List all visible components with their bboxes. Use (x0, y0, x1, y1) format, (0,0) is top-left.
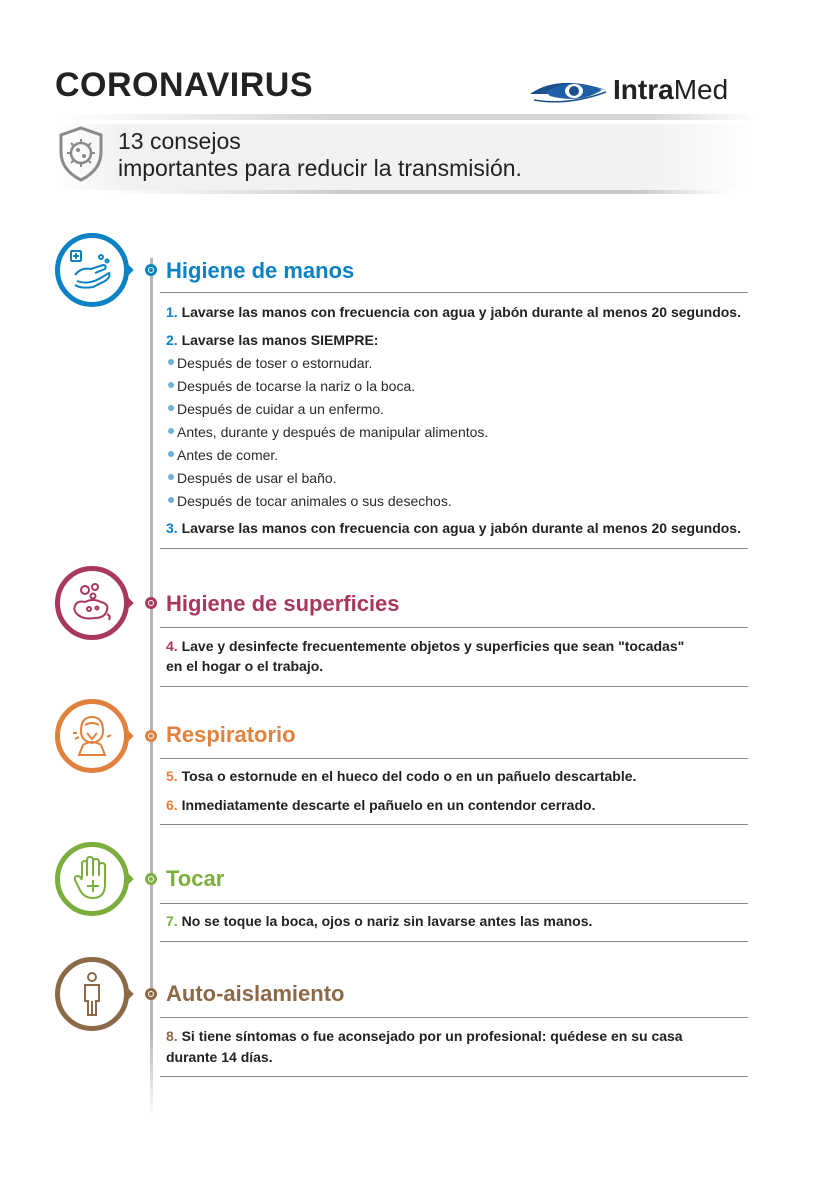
tip-number: 4. (166, 638, 178, 654)
section-divider (160, 292, 748, 293)
tip-item-continued (166, 658, 323, 674)
tip-item (166, 1028, 683, 1044)
section-title-higiene-manos: Higiene de manos (166, 258, 355, 283)
bullet-item (168, 378, 415, 394)
section-title-higiene-superficies: Higiene de superficies (166, 591, 400, 616)
timeline-dot (145, 730, 157, 742)
tip-text: Lavarse las manos con frecuencia con agua y jabón durante al menos 20 segundos. (181, 304, 741, 320)
virus-shield-icon (57, 126, 105, 182)
tip-text: durante 14 días. (166, 1049, 273, 1065)
section-divider (160, 686, 748, 687)
tip-item (166, 768, 636, 784)
bullet-item (168, 401, 384, 417)
tip-number: 6. (166, 797, 178, 813)
sneeze-icon (55, 699, 129, 773)
tip-text: Inmediatamente descarte el pañuelo en un contendor cerrado. (181, 797, 596, 813)
subtitle-divider (110, 190, 730, 194)
tip-item (166, 520, 741, 536)
bullet-text: Antes de comer. (177, 447, 279, 463)
subtitle-line-1: 13 consejos (118, 128, 241, 154)
bullet-item (168, 424, 488, 440)
tip-number: 2. (166, 332, 178, 348)
timeline-dot (145, 264, 157, 276)
section-title-respiratorio: Respiratorio (166, 722, 296, 747)
section-divider (160, 903, 748, 904)
section-divider (160, 824, 748, 825)
bullet-text: Después de cuidar a un enfermo. (177, 401, 385, 417)
bullet-item (168, 493, 452, 509)
timeline-dot (145, 988, 157, 1000)
hands-washing-icon (55, 233, 129, 307)
bullet-item (168, 447, 278, 463)
section-title-auto-aislamiento: Auto-aislamiento (166, 981, 345, 1006)
intramed-logo (528, 74, 750, 108)
page-title: CORONAVIRUS (55, 66, 313, 104)
section-divider (160, 627, 748, 628)
tip-text: No se toque la boca, ojos o nariz sin lavarse antes las manos. (181, 913, 593, 929)
tip-item (166, 304, 741, 320)
tip-number: 7. (166, 913, 178, 929)
tip-item (166, 797, 595, 813)
tip-item (166, 913, 592, 929)
logo-text-bold: Intra (613, 74, 674, 105)
tip-number: 1. (166, 304, 178, 320)
logo-text-light: Med (673, 74, 729, 105)
sponge-icon (55, 566, 129, 640)
tip-text: Lavarse las manos SIEMPRE: (181, 332, 379, 348)
header-divider (55, 114, 755, 120)
section-title-tocar: Tocar (166, 866, 225, 891)
subtitle-line-2: importantes para reducir la transmisión. (118, 155, 522, 181)
section-divider (160, 1076, 748, 1077)
section-divider (160, 758, 748, 759)
eye-icon (528, 76, 608, 106)
section-divider (160, 1017, 748, 1018)
timeline-dot (145, 597, 157, 609)
tip-item-continued (166, 1049, 273, 1065)
section-divider (160, 941, 748, 942)
bullet-text: Después de tocar animales o sus desechos. (177, 493, 452, 509)
bullet-text: Después de tocarse la nariz o la boca. (177, 378, 416, 394)
bullet-item (168, 470, 337, 486)
person-icon (55, 957, 129, 1031)
tip-text: Tosa o estornude en el hueco del codo o en un pañuelo descartable. (181, 768, 637, 784)
tip-text: en el hogar o el trabajo. (166, 658, 324, 674)
tip-text: Lave y desinfecte frecuentemente objetos y superficies que sean "tocadas" (181, 638, 685, 654)
hand-icon (55, 842, 129, 916)
section-divider (160, 548, 748, 549)
bullet-text: Antes, durante y después de manipular alimentos. (177, 424, 489, 440)
bullet-text: Después de usar el baño. (177, 470, 337, 486)
tip-item (166, 638, 684, 654)
bullet-text: Después de toser o estornudar. (177, 355, 373, 371)
tip-number: 3. (166, 520, 178, 536)
tip-number: 8. (166, 1028, 178, 1044)
tip-number: 5. (166, 768, 178, 784)
tip-text: Lavarse las manos con frecuencia con agua y jabón durante al menos 20 segundos. (181, 520, 741, 536)
tip-text: Si tiene síntomas o fue aconsejado por un profesional: quédese en su casa (181, 1028, 683, 1044)
bullet-item (168, 355, 372, 371)
tip-item (166, 332, 378, 348)
timeline-dot (145, 873, 157, 885)
